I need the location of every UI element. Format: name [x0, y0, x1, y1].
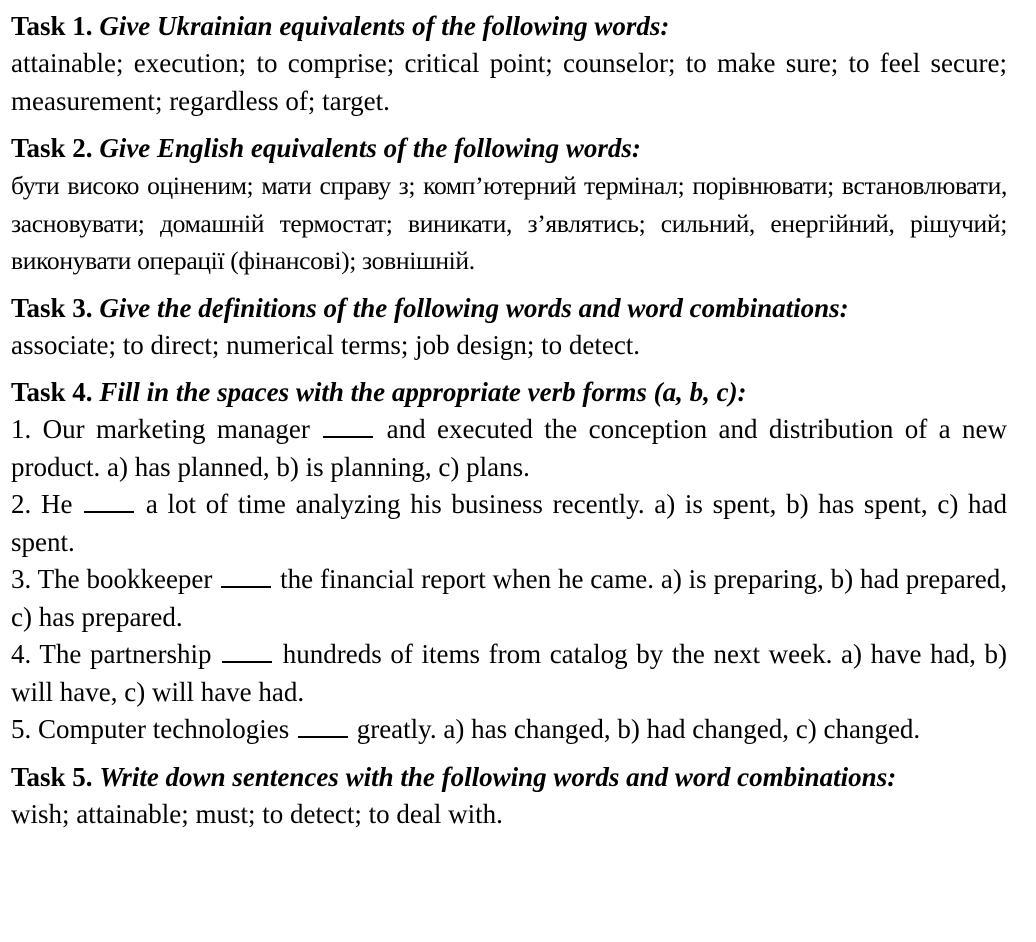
exercise-item-3 — [11, 561, 1007, 636]
task-instruction: Fill in the spaces with the appropriate verb forms (a, b, c): — [99, 377, 747, 407]
task-2-text: бути високо оціненим; мати справу з; комп’ютерний термінал; порівнювати; встановлювати, засновувати; домашній термостат; виникати, з’являтись; сильний, енергійний, рішучий; виконувати операції (фінансові); зовнішній. — [11, 171, 1007, 275]
task-5 — [11, 759, 1007, 834]
task-4-heading — [11, 374, 1007, 411]
task-5-text: wish; attainable; must; to detect; to deal with. — [11, 798, 503, 829]
task-2 — [11, 130, 1007, 280]
item-text-before: 3. The bookkeeper — [11, 564, 213, 594]
item-text-before: 1. Our marketing manager — [11, 414, 310, 444]
answer-blank — [222, 639, 272, 663]
item-text-after: the financial report when he came. a) is preparing, b) had prepared, c) has prepared. — [11, 564, 1007, 632]
item-text-before: 2. He — [11, 489, 73, 519]
task-1-text: attainable; execution; to comprise; critical point; counselor; to make sure; to feel secure; measurement; regardless of; target. — [11, 48, 1007, 116]
task-4 — [11, 374, 1007, 749]
task-instruction: Give English equivalents of the following words: — [99, 133, 641, 163]
task-2-heading — [11, 130, 1007, 167]
task-5-heading — [11, 759, 1007, 796]
answer-blank — [84, 489, 134, 513]
task-1 — [11, 8, 1007, 120]
task-number: Task 4. — [11, 377, 93, 407]
task-number: Task 5. — [11, 761, 93, 792]
task-3-text: associate; to direct; numerical terms; job design; to detect. — [11, 329, 641, 360]
task-3-heading — [11, 290, 1007, 327]
item-text-before: 4. The partnership — [11, 639, 212, 669]
answer-blank — [221, 564, 271, 588]
answer-blank — [298, 714, 348, 738]
item-text-after: greatly. a) has changed, b) had changed, c) changed. — [356, 714, 921, 744]
task-number: Task 1. — [11, 11, 93, 41]
task-instruction: Give Ukrainian equivalents of the following words: — [99, 11, 670, 41]
task-number: Task 3. — [11, 292, 93, 323]
exercise-item-2 — [11, 486, 1007, 561]
exercise-item-5 — [11, 711, 1007, 749]
exercise-item-1 — [11, 411, 1007, 486]
task-instruction: Give the definitions of the following words and word combinations: — [99, 292, 849, 323]
item-text-after: hundreds of items from catalog by the next week. a) have had, b) will have, c) will have had. — [11, 639, 1008, 707]
document-page — [11, 8, 1007, 833]
item-text-after: a lot of time analyzing his business recently. a) is spent, b) has spent, c) had spent. — [11, 489, 1008, 557]
item-text-after: and executed the conception and distribution of a new product. a) has planned, b) is planning, c) plans. — [11, 414, 1007, 482]
item-text-before: 5. Computer technologies — [11, 714, 290, 744]
task-3 — [11, 290, 1007, 365]
task-number: Task 2. — [11, 133, 93, 163]
exercise-item-4 — [11, 636, 1007, 711]
task-1-heading — [11, 8, 1007, 45]
task-instruction: Write down sentences with the following words and word combinations: — [99, 761, 897, 792]
answer-blank — [323, 414, 373, 438]
